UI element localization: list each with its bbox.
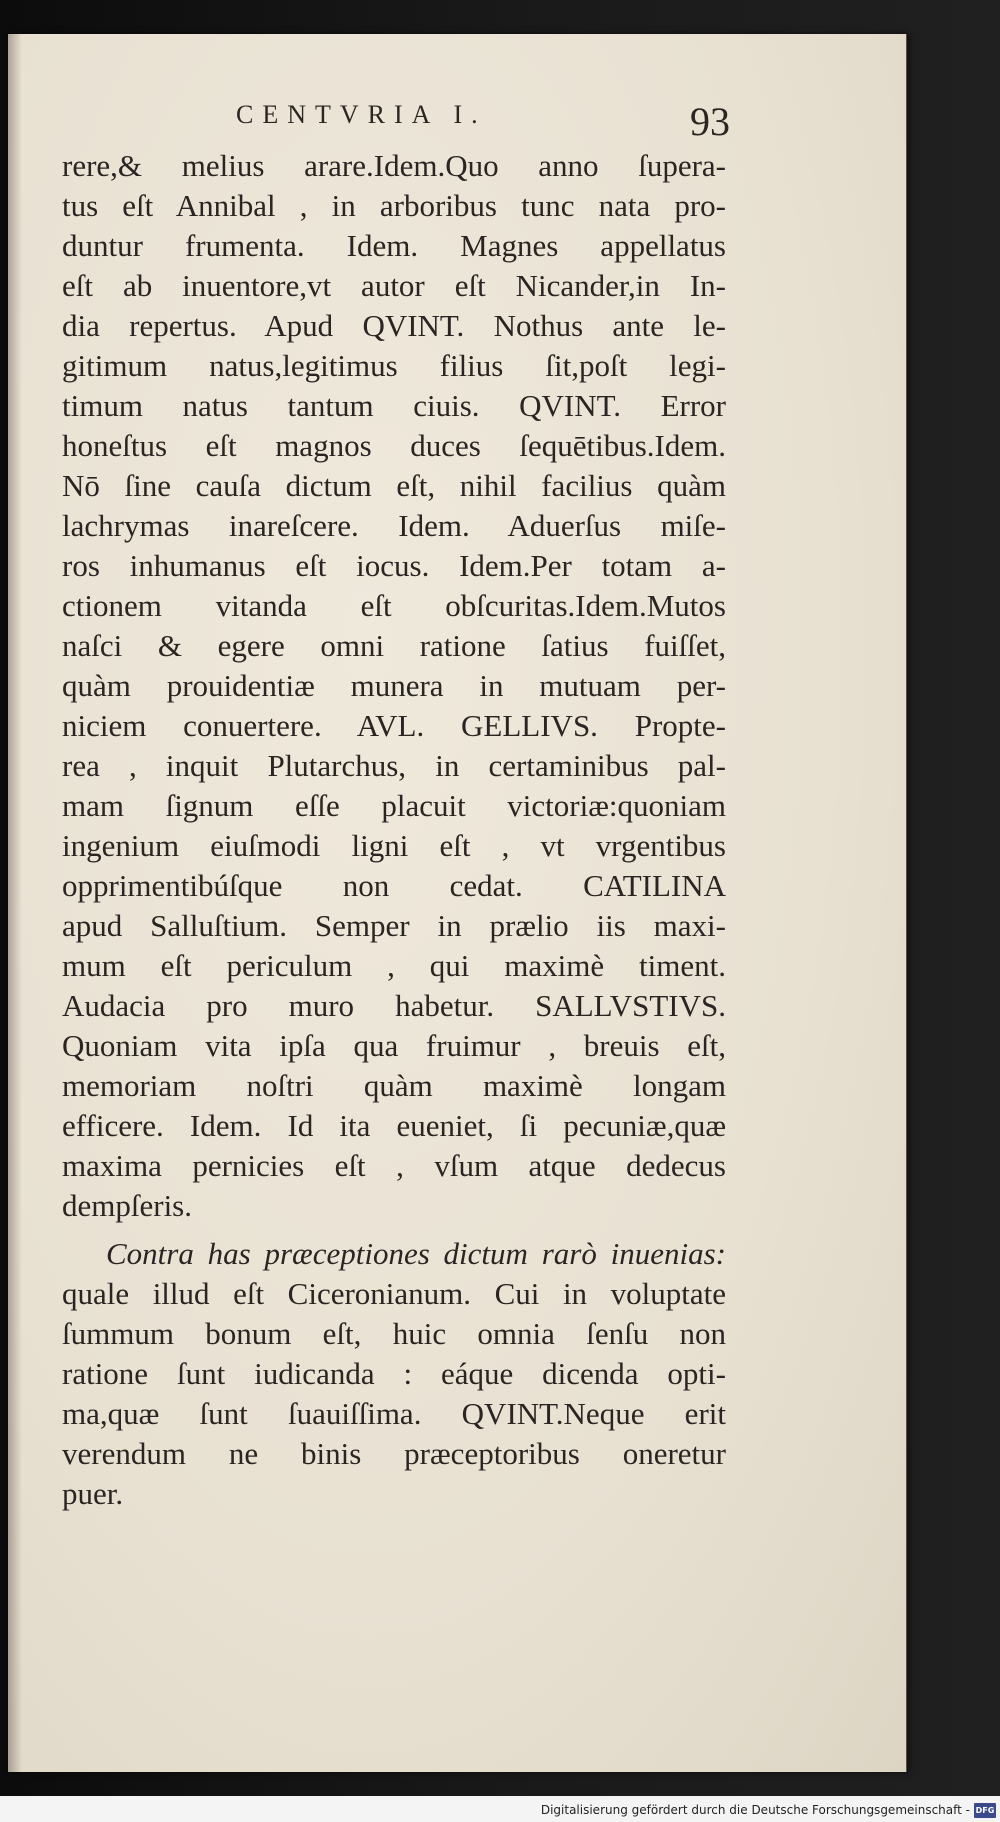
text-line: puer. bbox=[62, 1476, 124, 1511]
text-line: duntur frumenta. Idem. Magnes appellatus bbox=[62, 228, 726, 263]
text-line: dempſeris. bbox=[62, 1188, 192, 1223]
text-line: ingenium eiuſmodi ligni eſt , vt vrgentibus bbox=[62, 828, 726, 863]
running-head: CENTVRIA I. bbox=[236, 100, 487, 129]
text-line: tus eſt Annibal , in arboribus tunc nata pro- bbox=[62, 188, 726, 223]
footer-bar bbox=[0, 1796, 1000, 1822]
text-line: Quoniam vita ipſa qua fruimur , breuis eſt, bbox=[62, 1028, 726, 1063]
text-line: opprimentibúſque non cedat. CATILINA bbox=[62, 868, 726, 903]
text-line: Contra has præceptiones dictum rarò inuenias: bbox=[106, 1236, 726, 1271]
text-line: Audacia pro muro habetur. SALLVSTIVS. bbox=[62, 988, 726, 1023]
text-line: quale illud eſt Ciceronianum. Cui in voluptate bbox=[62, 1276, 726, 1311]
text-line: dia repertus. Apud QVINT. Nothus ante le- bbox=[62, 308, 726, 343]
text-line: ros inhumanus eſt iocus. Idem.Per totam a- bbox=[62, 548, 726, 583]
text-line: verendum ne binis præceptoribus oneretur bbox=[62, 1436, 726, 1471]
text-line: rere,& melius arare.Idem.Quo anno ſupera- bbox=[62, 148, 726, 183]
text-line: apud Salluſtium. Semper in prælio iis maxi- bbox=[62, 908, 726, 943]
text-line: ſummum bonum eſt, huic omnia ſenſu non bbox=[62, 1316, 726, 1351]
page-number: 93 bbox=[690, 99, 730, 144]
text-line: memoriam noſtri quàm maximè longam bbox=[62, 1068, 726, 1103]
text-line: lachrymas inareſcere. Idem. Aduerſus miſe- bbox=[62, 508, 726, 543]
text-line: ctionem vitanda eſt obſcuritas.Idem.Mutos bbox=[62, 588, 726, 623]
text-line: mum eſt periculum , qui maximè timent. bbox=[62, 948, 726, 983]
spine-shadow bbox=[8, 34, 22, 1772]
text-line: timum natus tantum ciuis. QVINT. Error bbox=[62, 388, 726, 423]
text-line: rea , inquit Plutarchus, in certaminibus pal- bbox=[62, 748, 726, 783]
text-line: ma,quæ ſunt ſuauiſſima. QVINT.Neque erit bbox=[62, 1396, 726, 1431]
text-line: quàm prouidentiæ munera in mutuam per- bbox=[62, 668, 726, 703]
text-line: niciem conuertere. AVL. GELLIVS. Propte- bbox=[62, 708, 726, 743]
text-line: Nō ſine cauſa dictum eſt, nihil facilius quàm bbox=[62, 468, 726, 503]
text-line: eſt ab inuentore,vt autor eſt Nicander,in In- bbox=[62, 268, 726, 303]
text-line: naſci & egere omni ratione ſatius fuiſſet, bbox=[62, 628, 726, 663]
text-line: honeſtus eſt magnos duces ſequētibus.Idem. bbox=[62, 428, 726, 463]
dfg-logo-icon: DFG bbox=[974, 1803, 996, 1818]
body-text bbox=[62, 146, 726, 1514]
text-line: gitimum natus,legitimus filius ſit,poſt legi- bbox=[62, 348, 726, 383]
text-line: efficere. Idem. Id ita eueniet, ſi pecuniæ,quæ bbox=[62, 1108, 726, 1143]
digitization-credit: Digitalisierung gefördert durch die Deutsche Forschungsgemeinschaft - bbox=[540, 1803, 970, 1817]
text-line: mam ſignum eſſe placuit victoriæ:quoniam bbox=[62, 788, 726, 823]
text-line: ratione ſunt iudicanda : eáque dicenda opti- bbox=[62, 1356, 726, 1391]
text-line: maxima pernicies eſt , vſum atque dedecus bbox=[62, 1148, 726, 1183]
